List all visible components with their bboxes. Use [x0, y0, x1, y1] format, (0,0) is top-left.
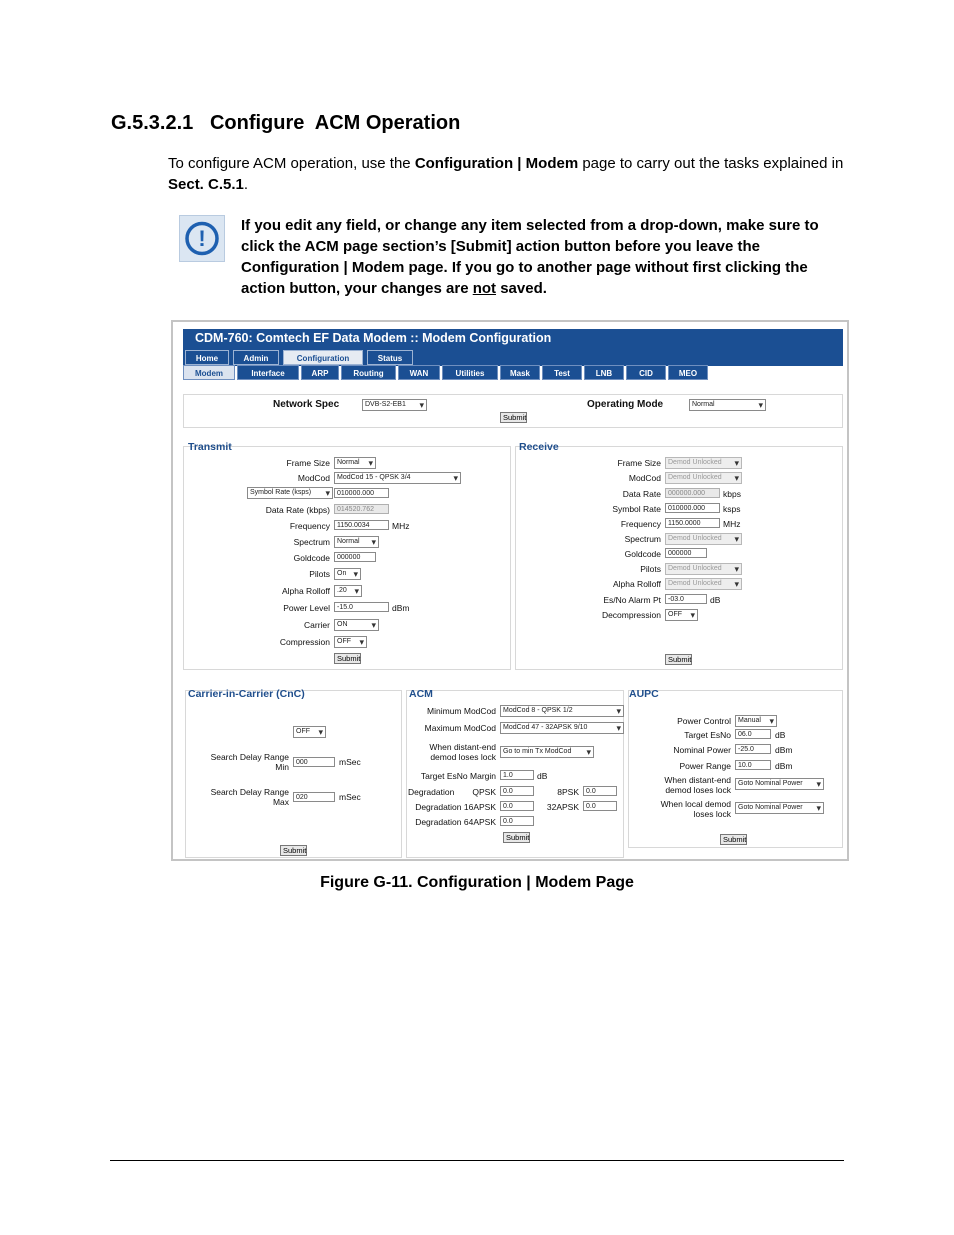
tx-modcod-label: ModCod	[297, 473, 330, 483]
acm-min-modcod-label: Minimum ModCod	[427, 706, 496, 716]
rx-data-rate-label: Data Rate	[622, 489, 661, 499]
operating-mode-select[interactable]: Normal ▾	[689, 399, 766, 411]
tx-rate-input[interactable]: 010000.000	[334, 488, 389, 498]
note-emphasis: not	[472, 280, 497, 297]
rx-frequency-label: Frequency	[620, 519, 661, 529]
rx-modcod-select: Demod Unlocked ▾	[665, 472, 742, 484]
tx-spectrum-select[interactable]: Normal ▾	[334, 536, 379, 548]
intro-text-2: page to carry out the tasks explained in	[578, 155, 844, 172]
modem-config-screenshot	[171, 320, 849, 861]
tx-frequency-input[interactable]: 1150.0034	[334, 520, 389, 530]
aupc-nominal-power-input[interactable]: -25.0	[735, 744, 771, 754]
tx-submit-button[interactable]: Submit	[334, 653, 361, 664]
aupc-nominal-power-label: Nominal Power	[673, 745, 731, 755]
rx-frame-size-select: Demod Unlocked ▾	[665, 457, 742, 469]
aupc-distant-lock-select[interactable]: Goto Nominal Power ▾	[735, 778, 824, 790]
cnc-min-unit: mSec	[339, 757, 361, 767]
rx-pilots-select: Demod Unlocked ▾	[665, 563, 742, 575]
receive-title: Receive	[519, 441, 559, 453]
intro-text-3: .	[243, 176, 249, 193]
acm-lock-sublabel: demod loses lock	[430, 752, 496, 762]
subtab-utilities[interactable]: Utilities	[442, 365, 498, 380]
subtab-mask[interactable]: Mask	[500, 365, 540, 380]
aupc-power-range-input[interactable]: 10.0	[735, 760, 771, 770]
acm-8psk-input[interactable]: 0.0	[583, 786, 617, 796]
rx-decompression-label: Decompression	[601, 610, 661, 620]
rx-alpha-select: Demod Unlocked ▾	[665, 578, 742, 590]
window-title: CDM-760: Comtech EF Data Modem :: Modem Configuration	[183, 329, 843, 348]
aupc-local-lock-sublabel: loses lock	[693, 809, 731, 819]
rx-decompression-select[interactable]: OFF ▾	[665, 609, 698, 621]
rx-frequency-input[interactable]: 1150.0000	[665, 518, 720, 528]
tx-power-input[interactable]: -15.0	[334, 602, 389, 612]
tx-alpha-select[interactable]: .20 ▾	[334, 585, 362, 597]
aupc-title: AUPC	[629, 688, 659, 700]
note-icon-glyph: !	[198, 226, 206, 251]
tab-configuration[interactable]: Configuration	[283, 350, 363, 365]
rx-data-rate-unit: kbps	[723, 489, 741, 499]
aupc-submit-button[interactable]: Submit	[720, 834, 747, 845]
tx-carrier-select[interactable]: ON ▾	[334, 619, 379, 631]
network-spec-select[interactable]: DVB-S2-EB1 ▾	[362, 399, 427, 411]
main-nav	[183, 348, 843, 366]
acm-32apsk-input[interactable]: 0.0	[583, 801, 617, 811]
rx-esno-alarm-input[interactable]: -03.0	[665, 594, 707, 604]
section-heading: G.5.3.2.1 Configure ACM Operation	[111, 112, 461, 134]
subtab-meo[interactable]: MEO	[668, 365, 708, 380]
tx-frequency-label: Frequency	[289, 521, 330, 531]
top-submit-button[interactable]: Submit	[500, 412, 527, 423]
cnc-max-sublabel: Max	[272, 797, 289, 807]
cnc-max-label: Search Delay Range	[210, 787, 289, 797]
tx-pilots-select[interactable]: On ▾	[334, 568, 361, 580]
tx-compression-label: Compression	[279, 637, 330, 647]
subtab-cid[interactable]: CID	[626, 365, 666, 380]
rx-goldcode-label: Goldcode	[624, 549, 661, 559]
tx-carrier-label: Carrier	[304, 620, 330, 630]
aupc-target-esno-label: Target EsNo	[684, 730, 731, 740]
rx-symbol-rate-unit: ksps	[723, 504, 741, 514]
rx-frequency-unit: MHz	[723, 519, 741, 529]
aupc-target-esno-input[interactable]: 06.0	[735, 729, 771, 739]
cnc-min-sublabel: Min	[275, 762, 289, 772]
acm-submit-button[interactable]: Submit	[503, 832, 530, 843]
transmit-title: Transmit	[188, 441, 232, 453]
tx-modcod-select[interactable]: ModCod 15 - QPSK 3/4 ▾	[334, 472, 461, 484]
acm-8psk-label: 8PSK	[557, 787, 579, 797]
cnc-min-label: Search Delay Range	[210, 752, 289, 762]
aupc-power-control-label: Power Control	[677, 716, 731, 726]
tx-rate-type-select[interactable]: Symbol Rate (ksps) ▾	[247, 487, 333, 499]
acm-32apsk-label: 32APSK	[546, 802, 579, 812]
rx-symbol-rate-input[interactable]: 010000.000	[665, 503, 720, 513]
important-note	[241, 215, 841, 299]
aupc-nominal-power-unit: dBm	[775, 745, 793, 755]
acm-degradation-label: Degradation	[408, 787, 455, 797]
tab-status[interactable]: Status	[367, 350, 413, 365]
cnc-max-unit: mSec	[339, 792, 361, 802]
tx-spectrum-label: Spectrum	[293, 537, 330, 547]
note-text: If you edit any field, or change any item selected from a drop-down, make sure to click the ACM page section’s [Submit] action button before you leave the Configuration | Modem page. If you go to another page without first clicking the action button, your changes are	[241, 217, 819, 297]
subtab-routing[interactable]: Routing	[341, 365, 396, 380]
acm-lock-label: When distant-end	[429, 742, 496, 752]
rx-data-rate-readonly: 000000.000	[665, 488, 720, 498]
subtab-modem[interactable]: Modem	[183, 365, 235, 380]
rx-frame-size-label: Frame Size	[617, 458, 661, 468]
rx-alpha-label: Alpha Rolloff	[612, 579, 661, 589]
cnc-panel	[185, 690, 402, 858]
note-text-end: saved.	[496, 280, 547, 297]
rx-esno-alarm-unit: dB	[710, 595, 721, 605]
tx-frame-size-label: Frame Size	[286, 458, 330, 468]
tx-goldcode-label: Goldcode	[293, 553, 330, 563]
footer-rule	[110, 1160, 844, 1161]
tx-frequency-unit: MHz	[392, 521, 410, 531]
aupc-distant-lock-label: When distant-end	[664, 775, 731, 785]
aupc-local-lock-label: When local demod	[660, 799, 731, 809]
subtab-arp[interactable]: ARP	[301, 365, 339, 380]
tx-goldcode-input[interactable]: 000000	[334, 552, 376, 562]
intro-sect-ref: Sect. C.5.1	[168, 176, 244, 193]
cnc-title: Carrier-in-Carrier (CnC)	[188, 688, 305, 700]
acm-max-modcod-select[interactable]: ModCod 47 - 32APSK 9/10 ▾	[500, 722, 624, 734]
acm-margin-unit: dB	[537, 771, 548, 781]
acm-64apsk-label: Degradation 64APSK	[415, 817, 496, 827]
acm-max-modcod-label: Maximum ModCod	[424, 723, 496, 733]
aupc-target-esno-unit: dB	[775, 730, 786, 740]
acm-16apsk-label: Degradation 16APSK	[415, 802, 496, 812]
aupc-power-range-unit: dBm	[775, 761, 793, 771]
tab-home[interactable]: Home	[185, 350, 229, 365]
intro-page-ref: Configuration | Modem	[414, 155, 579, 172]
cnc-state-select[interactable]: OFF ▾	[293, 726, 326, 738]
rx-goldcode-input[interactable]: 000000	[665, 548, 707, 558]
aupc-local-lock-select[interactable]: Goto Nominal Power ▾	[735, 802, 824, 814]
tab-admin[interactable]: Admin	[233, 350, 279, 365]
rx-pilots-label: Pilots	[640, 564, 661, 574]
tx-data-rate-readonly: 014520.762	[334, 504, 389, 514]
tx-alpha-label: Alpha Rolloff	[281, 586, 330, 596]
acm-margin-label: Target EsNo Margin	[420, 771, 496, 781]
subtab-interface[interactable]: Interface	[237, 365, 299, 380]
cnc-min-input[interactable]: 000	[293, 757, 335, 767]
rx-spectrum-select: Demod Unlocked ▾	[665, 533, 742, 545]
subtab-wan[interactable]: WAN	[398, 365, 440, 380]
rx-esno-alarm-label: Es/No Alarm Pt	[603, 595, 661, 605]
acm-min-modcod-select[interactable]: ModCod 8 - QPSK 1/2 ▾	[500, 705, 624, 717]
acm-margin-input[interactable]: 1.0	[500, 770, 534, 780]
tx-power-unit: dBm	[392, 603, 410, 613]
intro-paragraph	[168, 153, 848, 195]
tx-power-label: Power Level	[283, 603, 330, 613]
acm-title: ACM	[409, 688, 433, 700]
important-note-icon	[179, 215, 225, 262]
acm-qpsk-label: QPSK	[472, 787, 496, 797]
rx-modcod-label: ModCod	[628, 473, 661, 483]
rx-submit-button[interactable]: Submit	[665, 654, 692, 665]
tx-frame-size-select[interactable]: Normal ▾	[334, 457, 376, 469]
intro-text: To configure ACM operation, use the	[168, 155, 415, 172]
aupc-power-range-label: Power Range	[679, 761, 731, 771]
tx-compression-select[interactable]: OFF ▾	[334, 636, 367, 648]
cnc-max-input[interactable]: 020	[293, 792, 335, 802]
rx-symbol-rate-label: Symbol Rate	[612, 504, 661, 514]
operating-mode-label: Operating Mode	[587, 399, 664, 410]
acm-qpsk-input[interactable]: 0.0	[500, 786, 534, 796]
acm-lock-action-select[interactable]: Go to min Tx ModCod ▾	[500, 746, 594, 758]
rx-spectrum-label: Spectrum	[624, 534, 661, 544]
tx-data-rate-label: Data Rate (kbps)	[265, 505, 330, 515]
cnc-submit-button[interactable]: Submit	[280, 845, 307, 856]
aupc-distant-lock-sublabel: demod loses lock	[665, 785, 731, 795]
subtab-lnb[interactable]: LNB	[584, 365, 624, 380]
subtab-test[interactable]: Test	[542, 365, 582, 380]
network-spec-label: Network Spec	[273, 399, 340, 410]
acm-16apsk-input[interactable]: 0.0	[500, 801, 534, 811]
tx-pilots-label: Pilots	[309, 569, 330, 579]
aupc-power-control-select[interactable]: Manual ▾	[735, 715, 777, 727]
acm-64apsk-input[interactable]: 0.0	[500, 816, 534, 826]
figure-caption: Figure G-11. Configuration | Modem Page	[320, 874, 634, 891]
